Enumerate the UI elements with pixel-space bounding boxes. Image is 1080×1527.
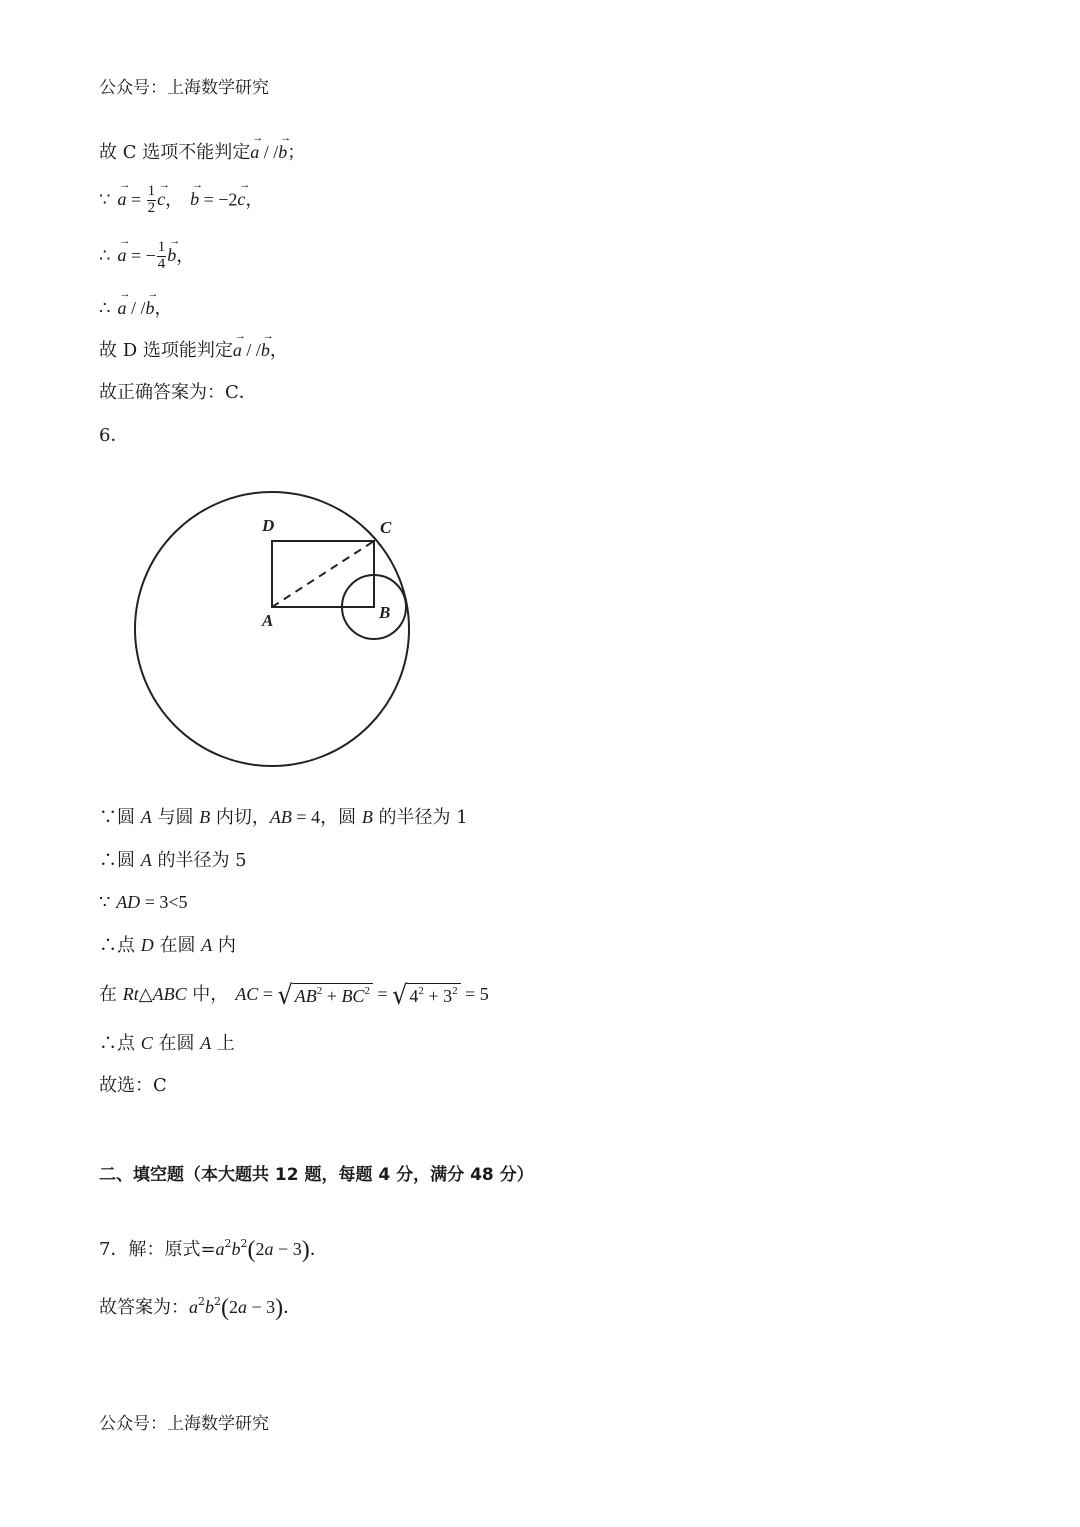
vector-a: → a (117, 246, 126, 264)
var-ab: AB (269, 807, 292, 827)
line-a-parallel-b (99, 299, 172, 318)
label-a: A (262, 611, 274, 630)
text: 上 (211, 1033, 235, 1054)
var-b: B (199, 807, 211, 827)
line-correct-answer: 故正确答案为：C． (99, 382, 257, 403)
text: 故答案为： (99, 1297, 189, 1318)
vector-a: → a (117, 299, 126, 317)
var-a: A (201, 935, 213, 955)
radicand (293, 983, 373, 1007)
var-d: D (140, 935, 154, 955)
punct: ， (245, 189, 264, 211)
numerator: 1 (157, 239, 166, 255)
line-c-cannot-judge (99, 143, 305, 162)
var-abc: ABC (152, 984, 187, 1004)
vector-b: → b (261, 341, 270, 359)
text: 内 (212, 935, 236, 956)
text: 7．解：原式= (99, 1239, 216, 1260)
page-footer: 公众号：上海数学研究 (99, 1414, 269, 1434)
sqrt-ab-bc (277, 979, 372, 1011)
fraction-one-quarter (157, 240, 167, 273)
text: ∵ (99, 892, 117, 913)
num: 3 (443, 986, 453, 1006)
line-given-vectors (99, 184, 263, 217)
vector-b: → b (145, 299, 154, 317)
exponent: 2 (364, 985, 370, 997)
page-header: 公众号：上海数学研究 (99, 78, 269, 98)
text: 的半径为 1 (372, 807, 468, 828)
therefore-symbol: ∴ (99, 245, 111, 267)
parallel-symbol: / / (259, 142, 279, 162)
exponent: 2 (418, 985, 424, 997)
var-ad: AD (116, 892, 141, 912)
label-b: B (379, 603, 391, 622)
vector-b: → b (278, 143, 287, 161)
text: 在 (99, 984, 123, 1005)
var-a: a (238, 1297, 247, 1317)
var-ab: AB (294, 986, 317, 1006)
circle-figure (120, 480, 430, 780)
vector-a: → a (117, 190, 126, 208)
vector-b: → b (167, 246, 176, 264)
triangle-symbol: △ (138, 984, 153, 1005)
text: 故 D 选项能判定 (99, 340, 233, 361)
var-c: C (140, 1033, 153, 1053)
exponent: 2 (240, 1237, 248, 1250)
vector-a: → a (233, 341, 242, 359)
equals: = (258, 984, 278, 1004)
text: 内切， (210, 807, 270, 828)
solution-line-4 (99, 936, 236, 955)
numerator: 1 (147, 183, 156, 199)
punct: ， (165, 189, 184, 211)
solution-line-6 (99, 1034, 235, 1053)
var-a: a (215, 1239, 225, 1259)
line-d-can-judge (99, 341, 288, 360)
q7-answer (99, 1296, 301, 1320)
plus: + (423, 986, 444, 1006)
num: 2 (229, 1297, 238, 1317)
result: = 5 (460, 984, 489, 1004)
text: ∴圆 (99, 850, 141, 871)
vector-c: → c (157, 190, 165, 208)
value: = 3<5 (140, 892, 188, 912)
equals-neg: = − (126, 245, 156, 266)
punct: ， (154, 298, 173, 319)
denominator: 4 (157, 255, 166, 272)
num: 4 (409, 986, 419, 1006)
text: 故 C 选项不能判定 (99, 142, 251, 163)
solution-line-5 (99, 979, 489, 1011)
solution-line-3 (99, 893, 188, 912)
num: 2 (255, 1239, 265, 1259)
var-a: A (200, 1033, 212, 1053)
paren-open: ( (221, 1295, 229, 1321)
var-b: b (205, 1297, 214, 1317)
var-rt: Rt (122, 984, 139, 1004)
var-a: A (140, 850, 152, 870)
vector-b: → b (190, 190, 199, 208)
text: 与圆 (151, 807, 200, 828)
q7-solution (99, 1238, 328, 1262)
var-ac: AC (235, 984, 259, 1004)
punct: ． (309, 1239, 328, 1260)
exponent: 2 (214, 1295, 221, 1308)
parallel-symbol: / / (126, 298, 146, 318)
denominator: 2 (147, 199, 156, 216)
var-bc: BC (341, 986, 365, 1006)
sqrt-4-3 (392, 979, 460, 1011)
exponent: 2 (224, 1237, 232, 1250)
var-b: b (231, 1239, 241, 1259)
var-a: A (140, 807, 152, 827)
value: = 4 (291, 807, 321, 827)
therefore-symbol: ∴ (99, 298, 111, 319)
paren-close: ) (275, 1295, 284, 1321)
punct: ， (176, 245, 195, 267)
radical-sign: √ (392, 979, 408, 1011)
solution-line-2 (99, 851, 247, 870)
punct: ， (269, 340, 288, 361)
punct: ． (283, 1297, 302, 1318)
text: ∴点 (99, 935, 141, 956)
paren-open: ( (247, 1237, 256, 1263)
text: ∵圆 (99, 807, 141, 828)
line-a-equals-neg-quarter-b (99, 240, 194, 273)
text: ，圆 (320, 807, 362, 828)
text: 在圆 (153, 935, 202, 956)
parallel-symbol: / / (241, 340, 261, 360)
label-d: D (262, 516, 275, 535)
var-a: a (264, 1239, 274, 1259)
var-a: a (189, 1297, 198, 1317)
label-c: C (380, 518, 392, 537)
radical-sign: √ (277, 979, 293, 1011)
exponent: 2 (452, 985, 458, 997)
solution-line-7: 故选：C (99, 1075, 167, 1096)
text: 的半径为 5 (151, 850, 247, 871)
text: 在圆 (152, 1033, 201, 1054)
vector-a: → a (250, 143, 259, 161)
punct: ； (287, 142, 306, 163)
diagonal-ac (272, 541, 374, 607)
section-heading: 二、填空题（本大题共 12 题，每题 4 分，满分 48 分） (99, 1165, 534, 1185)
paren-close: ) (301, 1237, 310, 1263)
var-b: B (361, 807, 373, 827)
equals: = (126, 189, 146, 210)
equals-neg-two: = −2 (199, 189, 238, 210)
solution-line-1 (99, 808, 468, 827)
vector-c: → c (237, 190, 245, 208)
radicand (407, 983, 460, 1007)
equals: = (372, 984, 393, 1004)
plus: + (322, 986, 342, 1006)
text: 中， (186, 984, 229, 1005)
minus-three: − 3 (273, 1239, 302, 1259)
exponent: 2 (316, 985, 323, 997)
question-number-6: 6． (99, 425, 129, 446)
minus-three: − 3 (247, 1297, 276, 1317)
because-symbol: ∵ (99, 189, 111, 211)
exponent: 2 (198, 1295, 205, 1308)
fraction-one-half (147, 184, 157, 217)
text: ∴点 (99, 1033, 141, 1054)
